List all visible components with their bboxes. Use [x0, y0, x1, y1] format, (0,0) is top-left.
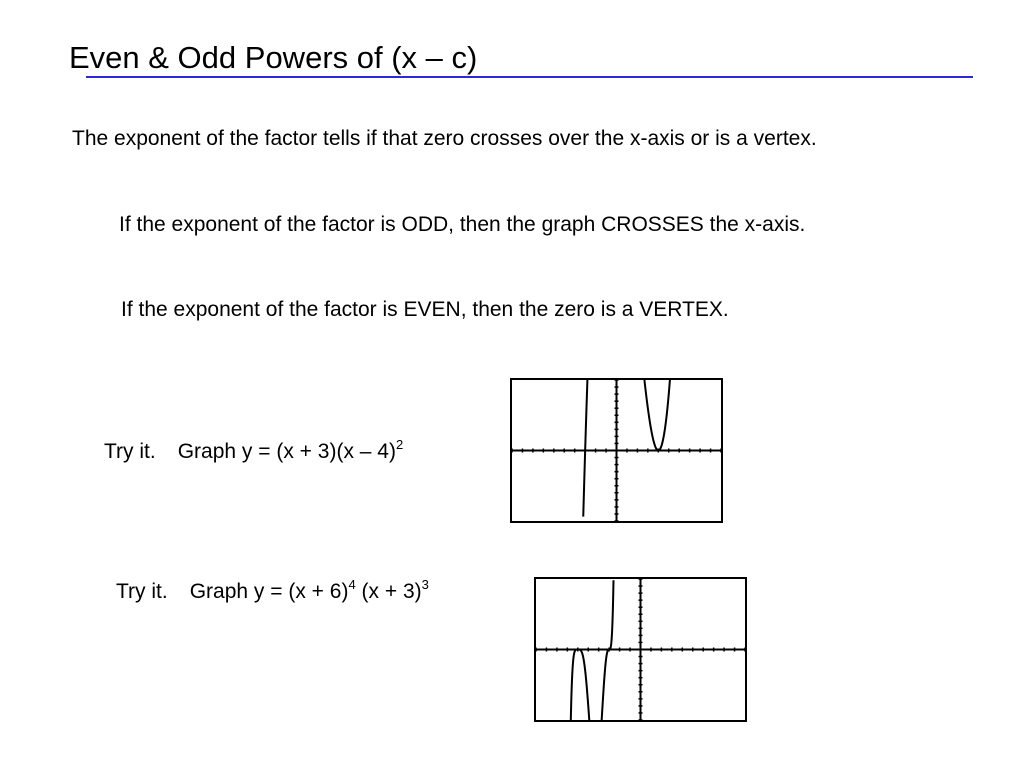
graph-2-plot — [536, 579, 745, 720]
graph-1-plot — [512, 380, 721, 521]
example-2-exponent-1: 4 — [348, 577, 356, 592]
example-2-exponent-2: 3 — [421, 577, 429, 592]
example-1-prefix: Try it. — [104, 440, 156, 463]
slide-title: Even & Odd Powers of (x – c) — [69, 40, 478, 75]
graph-2-calculator-screen — [534, 577, 747, 722]
title-underline — [86, 76, 973, 78]
example-1-equation: Graph y = (x + 3)(x – 4) — [177, 440, 396, 463]
example-1-text — [104, 439, 403, 465]
intro-text: The exponent of the factor tells if that zero crosses over the x-axis or is a vertex. — [72, 127, 817, 150]
example-2-equation-mid: (x + 3) — [355, 580, 422, 603]
example-2-text — [116, 579, 429, 605]
example-2-prefix: Try it. — [116, 580, 168, 603]
even-rule-text: If the exponent of the factor is EVEN, then the zero is a VERTEX. — [121, 298, 729, 321]
example-2-equation: Graph y = (x + 6) — [189, 580, 349, 603]
example-1-exponent: 2 — [395, 437, 404, 452]
graph-1-calculator-screen — [510, 378, 723, 523]
odd-rule-text: If the exponent of the factor is ODD, then the graph CROSSES the x-axis. — [119, 213, 806, 236]
function-curve — [583, 380, 670, 517]
